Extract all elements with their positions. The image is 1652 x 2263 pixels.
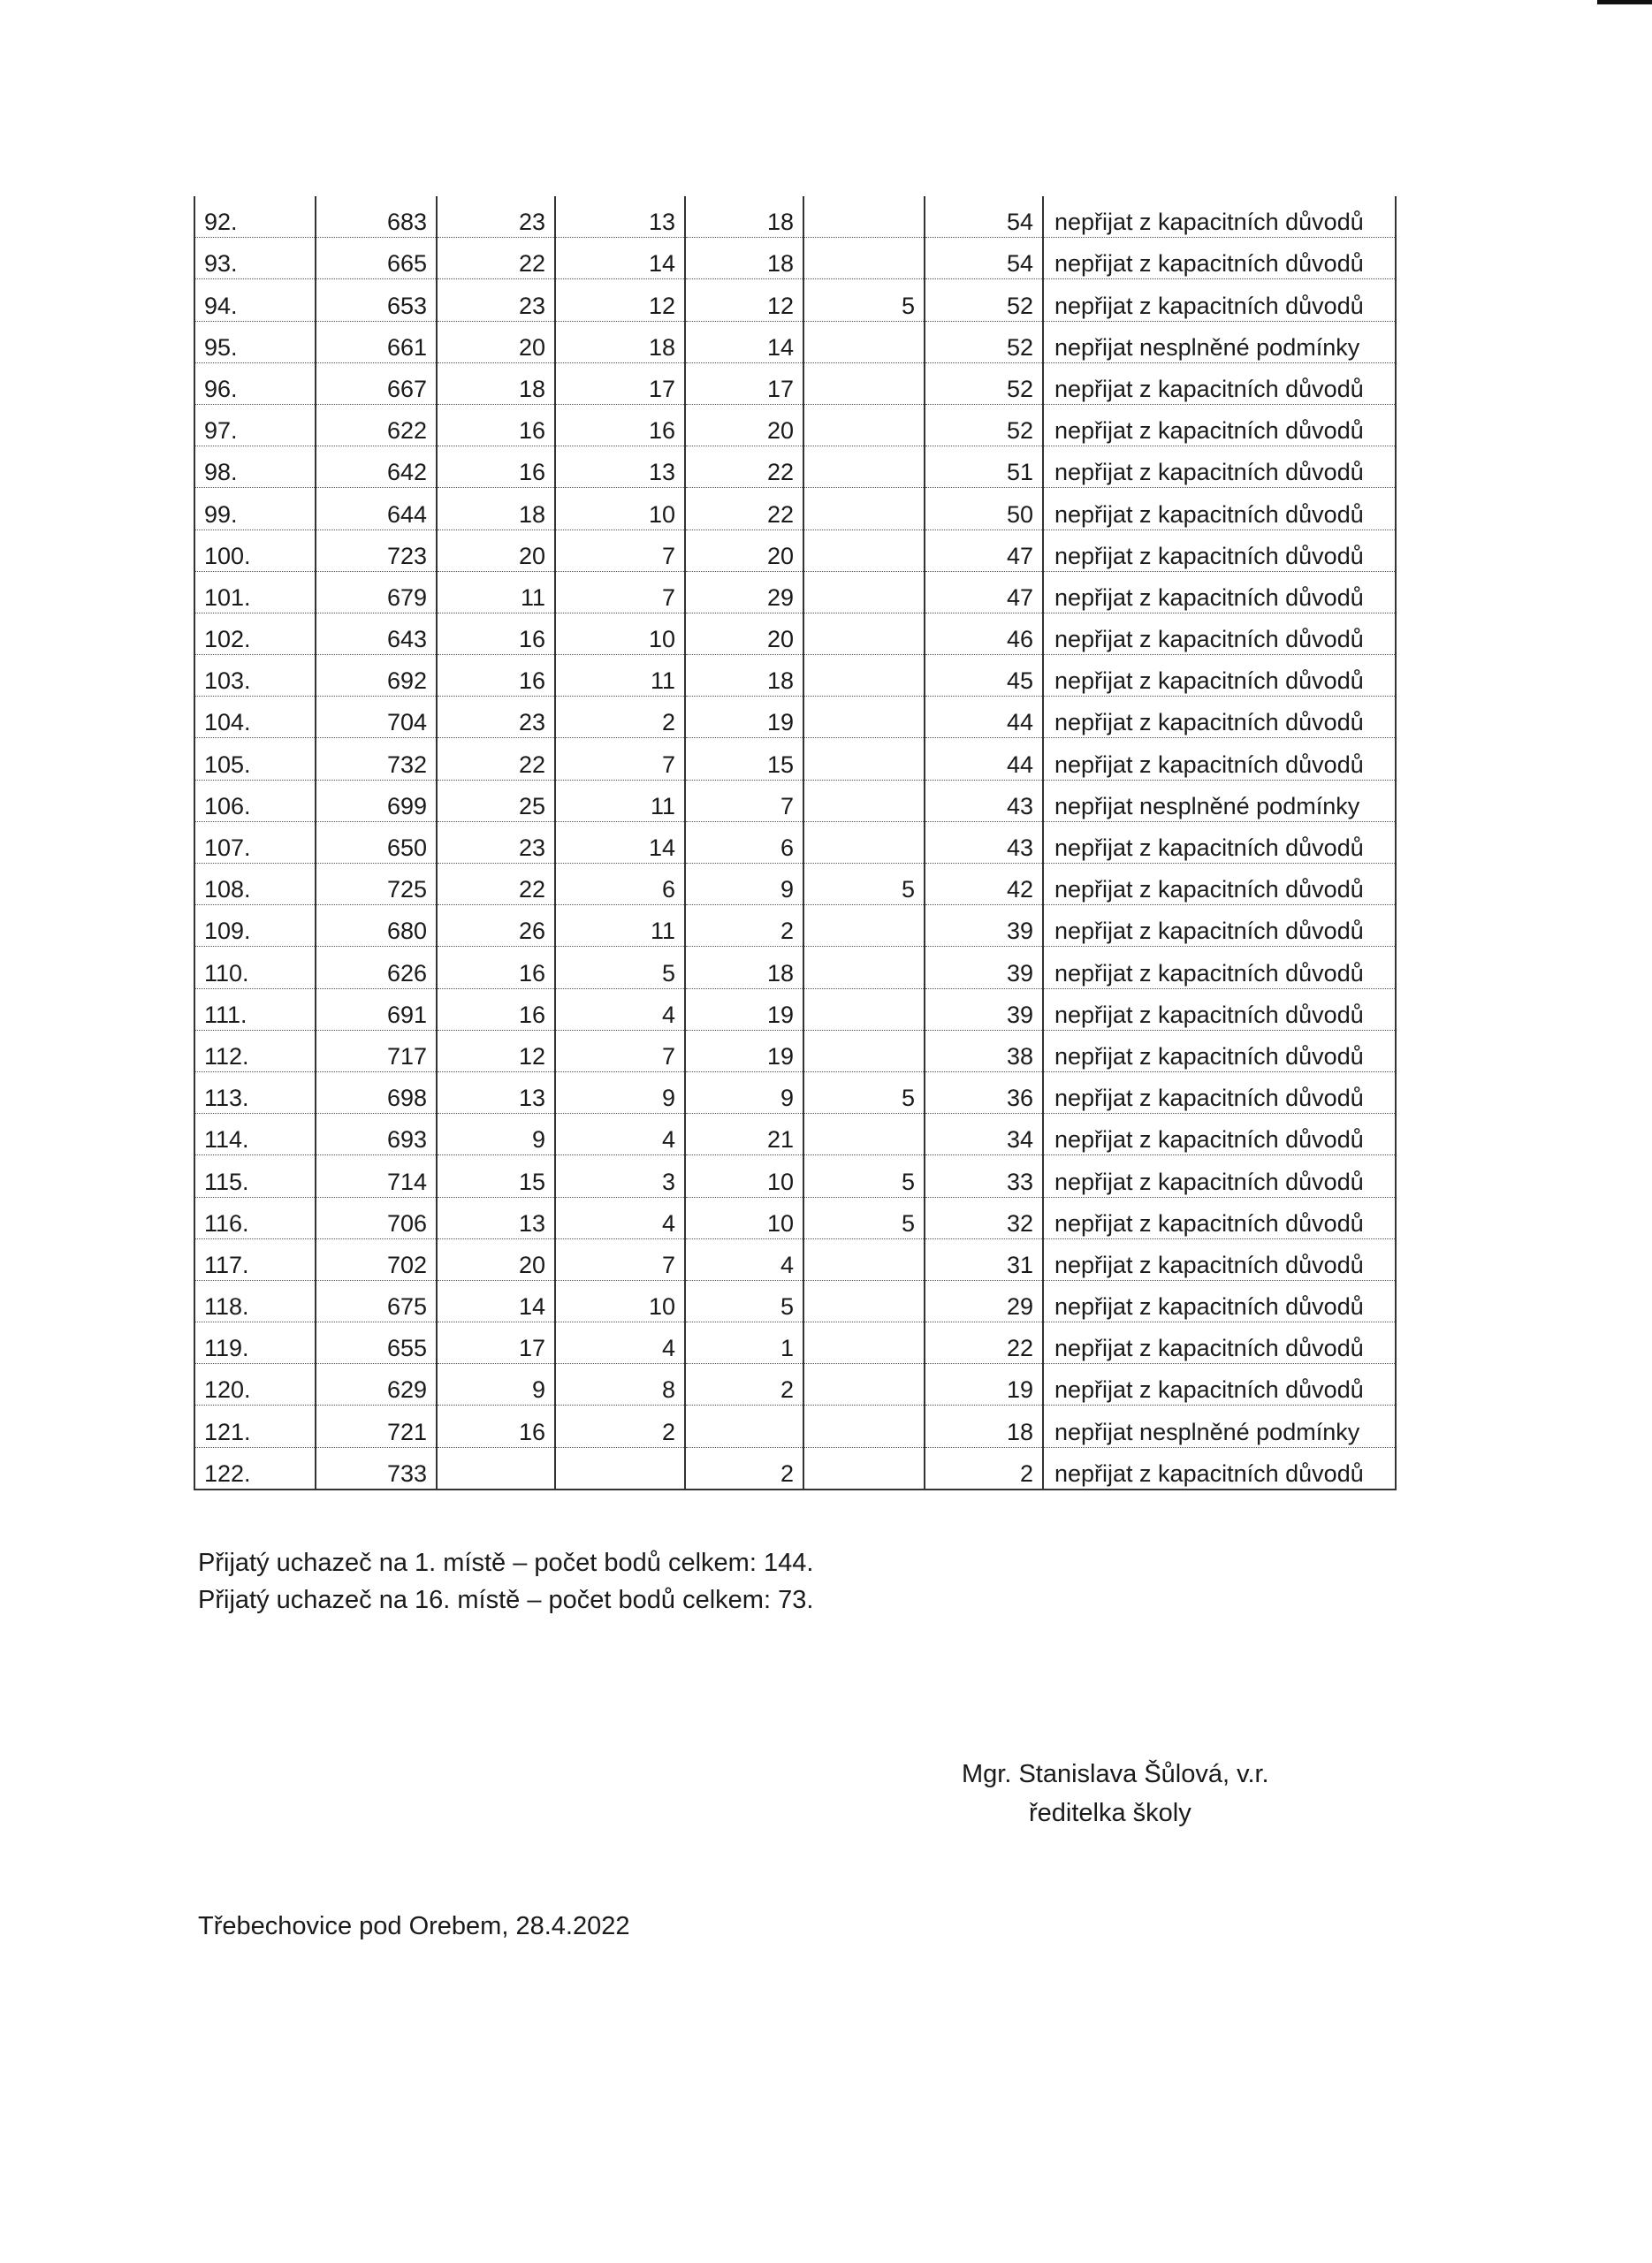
rank-cell: 110. [194,947,316,988]
table-row [194,1364,1396,1406]
rank-cell: 116. [194,1197,316,1238]
score-2-cell: 17 [555,362,685,404]
rank-cell: 101. [194,571,316,613]
rank-cell: 118. [194,1280,316,1322]
score-3-cell: 19 [685,1030,803,1071]
result-cell: nepřijat z kapacitních důvodů [1043,1114,1396,1155]
result-cell: nepřijat z kapacitních důvodů [1043,238,1396,279]
score-3-cell [685,1406,803,1447]
applicant-code-cell: 717 [316,1030,437,1071]
rank-cell: 120. [194,1364,316,1406]
score-2-cell: 8 [555,1364,685,1406]
result-cell: nepřijat z kapacitních důvodů [1043,821,1396,863]
applicant-code-cell: 629 [316,1364,437,1406]
score-1-cell: 22 [437,238,555,279]
bonus-cell [803,238,925,279]
score-2-cell: 10 [555,488,685,530]
result-cell: nepřijat z kapacitních důvodů [1043,196,1396,238]
table-row [194,697,1396,738]
applicant-code-cell: 653 [316,279,437,321]
score-3-cell: 14 [685,321,803,362]
table-row [194,238,1396,279]
bonus-cell [803,530,925,571]
applicant-code-cell: 714 [316,1155,437,1197]
table-row [194,821,1396,863]
applicant-code-cell: 643 [316,613,437,654]
score-3-cell: 20 [685,613,803,654]
result-cell: nepřijat z kapacitních důvodů [1043,655,1396,697]
table-row [194,1322,1396,1364]
score-3-cell: 18 [685,947,803,988]
score-1-cell: 22 [437,738,555,780]
table-row [194,488,1396,530]
result-cell: nepřijat z kapacitních důvodů [1043,613,1396,654]
total-cell: 47 [925,530,1043,571]
score-2-cell: 11 [555,655,685,697]
bonus-cell [803,780,925,821]
bonus-cell [803,1364,925,1406]
result-cell: nepřijat z kapacitních důvodů [1043,571,1396,613]
score-3-cell: 4 [685,1238,803,1280]
rank-cell: 104. [194,697,316,738]
result-cell: nepřijat nesplněné podmínky [1043,780,1396,821]
score-2-cell: 11 [555,905,685,947]
rank-cell: 102. [194,613,316,654]
score-2-cell: 9 [555,1071,685,1113]
total-cell: 50 [925,488,1043,530]
bonus-cell [803,905,925,947]
score-1-cell: 23 [437,697,555,738]
score-2-cell: 13 [555,446,685,488]
score-1-cell: 18 [437,488,555,530]
score-2-cell: 10 [555,613,685,654]
summary-first-place: Přijatý uchazeč na 1. místě – počet bodů celkem: 144. [198,1549,814,1577]
table-row [194,1197,1396,1238]
bonus-cell: 5 [803,1197,925,1238]
score-1-cell: 23 [437,279,555,321]
rank-cell: 117. [194,1238,316,1280]
score-1-cell: 15 [437,1155,555,1197]
score-2-cell: 6 [555,864,685,905]
score-3-cell: 20 [685,530,803,571]
rank-cell: 95. [194,321,316,362]
result-cell: nepřijat z kapacitních důvodů [1043,488,1396,530]
bonus-cell [803,655,925,697]
table-row [194,321,1396,362]
applicant-code-cell: 665 [316,238,437,279]
bonus-cell [803,321,925,362]
rank-cell: 105. [194,738,316,780]
bonus-cell: 5 [803,1155,925,1197]
result-cell: nepřijat z kapacitních důvodů [1043,738,1396,780]
total-cell: 52 [925,321,1043,362]
table-row [194,780,1396,821]
score-2-cell: 7 [555,738,685,780]
applicant-code-cell: 693 [316,1114,437,1155]
bonus-cell [803,488,925,530]
score-1-cell: 16 [437,655,555,697]
score-3-cell: 5 [685,1280,803,1322]
total-cell: 42 [925,864,1043,905]
score-1-cell: 13 [437,1071,555,1113]
rank-cell: 108. [194,864,316,905]
score-1-cell: 20 [437,1238,555,1280]
result-cell: nepřijat z kapacitních důvodů [1043,864,1396,905]
score-3-cell: 22 [685,488,803,530]
applicant-code-cell: 699 [316,780,437,821]
total-cell: 2 [925,1447,1043,1490]
score-1-cell: 16 [437,446,555,488]
score-3-cell: 15 [685,738,803,780]
rank-cell: 92. [194,196,316,238]
result-cell: nepřijat z kapacitních důvodů [1043,1030,1396,1071]
score-3-cell: 10 [685,1197,803,1238]
applicant-code-cell: 732 [316,738,437,780]
bonus-cell [803,988,925,1030]
score-3-cell: 2 [685,905,803,947]
score-3-cell: 19 [685,988,803,1030]
score-2-cell: 18 [555,321,685,362]
table-row [194,1280,1396,1322]
bonus-cell [803,1238,925,1280]
total-cell: 32 [925,1197,1043,1238]
score-2-cell: 14 [555,238,685,279]
table-row [194,655,1396,697]
rank-cell: 100. [194,530,316,571]
table-row [194,446,1396,488]
score-2-cell: 10 [555,1280,685,1322]
applicant-code-cell: 725 [316,864,437,905]
bonus-cell [803,1406,925,1447]
result-cell: nepřijat z kapacitních důvodů [1043,1155,1396,1197]
score-3-cell: 20 [685,404,803,446]
score-1-cell: 23 [437,196,555,238]
rank-cell: 113. [194,1071,316,1113]
score-2-cell: 4 [555,1322,685,1364]
table-row [194,196,1396,238]
rank-cell: 97. [194,404,316,446]
score-2-cell: 7 [555,1030,685,1071]
result-cell: nepřijat z kapacitních důvodů [1043,530,1396,571]
score-3-cell: 10 [685,1155,803,1197]
applicant-code-cell: 655 [316,1322,437,1364]
score-1-cell [437,1447,555,1490]
bonus-cell [803,1280,925,1322]
rank-cell: 112. [194,1030,316,1071]
table-row [194,905,1396,947]
bonus-cell [803,738,925,780]
score-3-cell: 18 [685,238,803,279]
score-3-cell: 2 [685,1447,803,1490]
score-1-cell: 22 [437,864,555,905]
rank-cell: 99. [194,488,316,530]
rank-cell: 119. [194,1322,316,1364]
score-1-cell: 13 [437,1197,555,1238]
score-1-cell: 16 [437,988,555,1030]
table-row [194,1406,1396,1447]
score-2-cell: 13 [555,196,685,238]
score-3-cell: 22 [685,446,803,488]
bonus-cell: 5 [803,1071,925,1113]
table-row [194,1155,1396,1197]
total-cell: 39 [925,905,1043,947]
score-1-cell: 16 [437,404,555,446]
table-row [194,571,1396,613]
result-cell: nepřijat z kapacitních důvodů [1043,362,1396,404]
applicant-code-cell: 704 [316,697,437,738]
score-3-cell: 7 [685,780,803,821]
result-cell: nepřijat z kapacitních důvodů [1043,1322,1396,1364]
table-row [194,1447,1396,1490]
score-3-cell: 18 [685,196,803,238]
rank-cell: 103. [194,655,316,697]
total-cell: 38 [925,1030,1043,1071]
score-3-cell: 29 [685,571,803,613]
applicant-code-cell: 721 [316,1406,437,1447]
scan-corner-mark [1597,0,1652,4]
result-cell: nepřijat z kapacitních důvodů [1043,1071,1396,1113]
total-cell: 46 [925,613,1043,654]
score-2-cell: 14 [555,821,685,863]
rank-cell: 122. [194,1447,316,1490]
place-and-date: Třebechovice pod Orebem, 28.4.2022 [198,1912,630,1940]
applicant-code-cell: 733 [316,1447,437,1490]
score-1-cell: 23 [437,821,555,863]
applicant-code-cell: 667 [316,362,437,404]
score-2-cell: 5 [555,947,685,988]
total-cell: 18 [925,1406,1043,1447]
score-1-cell: 11 [437,571,555,613]
total-cell: 19 [925,1364,1043,1406]
result-cell: nepřijat nesplněné podmínky [1043,1406,1396,1447]
applicant-code-cell: 691 [316,988,437,1030]
score-3-cell: 9 [685,1071,803,1113]
score-3-cell: 6 [685,821,803,863]
score-1-cell: 14 [437,1280,555,1322]
score-3-cell: 9 [685,864,803,905]
rank-cell: 109. [194,905,316,947]
table-row [194,404,1396,446]
score-1-cell: 16 [437,947,555,988]
score-2-cell: 12 [555,279,685,321]
result-cell: nepřijat z kapacitních důvodů [1043,1197,1396,1238]
rank-cell: 106. [194,780,316,821]
score-2-cell: 7 [555,530,685,571]
score-1-cell: 12 [437,1030,555,1071]
bonus-cell [803,1322,925,1364]
bonus-cell [803,697,925,738]
bonus-cell [803,821,925,863]
applicant-code-cell: 680 [316,905,437,947]
rank-cell: 107. [194,821,316,863]
total-cell: 44 [925,738,1043,780]
table-row [194,1071,1396,1113]
rank-cell: 98. [194,446,316,488]
score-2-cell: 7 [555,1238,685,1280]
rank-cell: 93. [194,238,316,279]
table-row [194,530,1396,571]
rank-cell: 115. [194,1155,316,1197]
table-row [194,864,1396,905]
applicant-code-cell: 675 [316,1280,437,1322]
table-row [194,613,1396,654]
applicant-code-cell: 644 [316,488,437,530]
results-table [194,196,1397,1490]
rank-cell: 114. [194,1114,316,1155]
bonus-cell [803,446,925,488]
result-cell: nepřijat z kapacitních důvodů [1043,988,1396,1030]
bonus-cell [803,947,925,988]
bonus-cell [803,196,925,238]
result-cell: nepřijat z kapacitních důvodů [1043,404,1396,446]
score-1-cell: 26 [437,905,555,947]
total-cell: 43 [925,821,1043,863]
score-1-cell: 16 [437,613,555,654]
applicant-code-cell: 723 [316,530,437,571]
applicant-code-cell: 642 [316,446,437,488]
summary-sixteenth-place: Přijatý uchazeč na 16. místě – počet bodů celkem: 73. [198,1586,814,1614]
table-row [194,362,1396,404]
applicant-code-cell: 679 [316,571,437,613]
result-cell: nepřijat z kapacitních důvodů [1043,1447,1396,1490]
result-cell: nepřijat z kapacitních důvodů [1043,905,1396,947]
score-3-cell: 21 [685,1114,803,1155]
applicant-code-cell: 692 [316,655,437,697]
result-cell: nepřijat z kapacitních důvodů [1043,697,1396,738]
table-row [194,947,1396,988]
score-2-cell: 11 [555,780,685,821]
applicant-code-cell: 706 [316,1197,437,1238]
score-2-cell: 4 [555,988,685,1030]
applicant-code-cell: 622 [316,404,437,446]
result-cell: nepřijat z kapacitních důvodů [1043,1238,1396,1280]
total-cell: 47 [925,571,1043,613]
rank-cell: 111. [194,988,316,1030]
total-cell: 33 [925,1155,1043,1197]
score-2-cell: 7 [555,571,685,613]
total-cell: 51 [925,446,1043,488]
score-2-cell: 2 [555,697,685,738]
total-cell: 31 [925,1238,1043,1280]
score-3-cell: 12 [685,279,803,321]
table-row [194,738,1396,780]
score-1-cell: 20 [437,321,555,362]
total-cell: 44 [925,697,1043,738]
result-cell: nepřijat z kapacitních důvodů [1043,947,1396,988]
score-2-cell: 3 [555,1155,685,1197]
total-cell: 43 [925,780,1043,821]
bonus-cell: 5 [803,864,925,905]
result-cell: nepřijat z kapacitních důvodů [1043,279,1396,321]
rank-cell: 121. [194,1406,316,1447]
score-1-cell: 25 [437,780,555,821]
bonus-cell [803,1030,925,1071]
result-cell: nepřijat z kapacitních důvodů [1043,1364,1396,1406]
result-cell: nepřijat nesplněné podmínky [1043,321,1396,362]
score-1-cell: 18 [437,362,555,404]
total-cell: 22 [925,1322,1043,1364]
result-cell: nepřijat z kapacitních důvodů [1043,446,1396,488]
score-3-cell: 17 [685,362,803,404]
score-2-cell: 4 [555,1197,685,1238]
total-cell: 52 [925,279,1043,321]
table-row [194,1030,1396,1071]
score-1-cell: 16 [437,1406,555,1447]
applicant-code-cell: 661 [316,321,437,362]
signature-block [962,1755,1269,1832]
applicant-code-cell: 698 [316,1071,437,1113]
bonus-cell [803,1447,925,1490]
total-cell: 36 [925,1071,1043,1113]
score-1-cell: 9 [437,1364,555,1406]
applicant-code-cell: 702 [316,1238,437,1280]
applicant-code-cell: 626 [316,947,437,988]
score-3-cell: 1 [685,1322,803,1364]
score-1-cell: 20 [437,530,555,571]
bonus-cell [803,1114,925,1155]
score-1-cell: 17 [437,1322,555,1364]
bonus-cell [803,571,925,613]
table-row [194,279,1396,321]
table-row [194,1114,1396,1155]
bonus-cell [803,404,925,446]
bonus-cell: 5 [803,279,925,321]
total-cell: 52 [925,362,1043,404]
score-1-cell: 9 [437,1114,555,1155]
score-3-cell: 18 [685,655,803,697]
applicant-code-cell: 683 [316,196,437,238]
signatory-name: Mgr. Stanislava Šůlová, v.r. [962,1760,1269,1788]
total-cell: 34 [925,1114,1043,1155]
result-cell: nepřijat z kapacitních důvodů [1043,1280,1396,1322]
rank-cell: 96. [194,362,316,404]
bonus-cell [803,362,925,404]
summary-block [198,1544,813,1619]
applicant-code-cell: 650 [316,821,437,863]
bonus-cell [803,613,925,654]
total-cell: 54 [925,196,1043,238]
table-row [194,1238,1396,1280]
score-3-cell: 2 [685,1364,803,1406]
total-cell: 54 [925,238,1043,279]
total-cell: 29 [925,1280,1043,1322]
score-2-cell [555,1447,685,1490]
results-table-body [194,196,1396,1490]
rank-cell: 94. [194,279,316,321]
total-cell: 39 [925,947,1043,988]
score-2-cell: 16 [555,404,685,446]
table-row [194,988,1396,1030]
score-2-cell: 2 [555,1406,685,1447]
total-cell: 52 [925,404,1043,446]
total-cell: 39 [925,988,1043,1030]
score-3-cell: 19 [685,697,803,738]
signatory-role: ředitelka školy [1029,1799,1191,1827]
total-cell: 45 [925,655,1043,697]
score-2-cell: 4 [555,1114,685,1155]
